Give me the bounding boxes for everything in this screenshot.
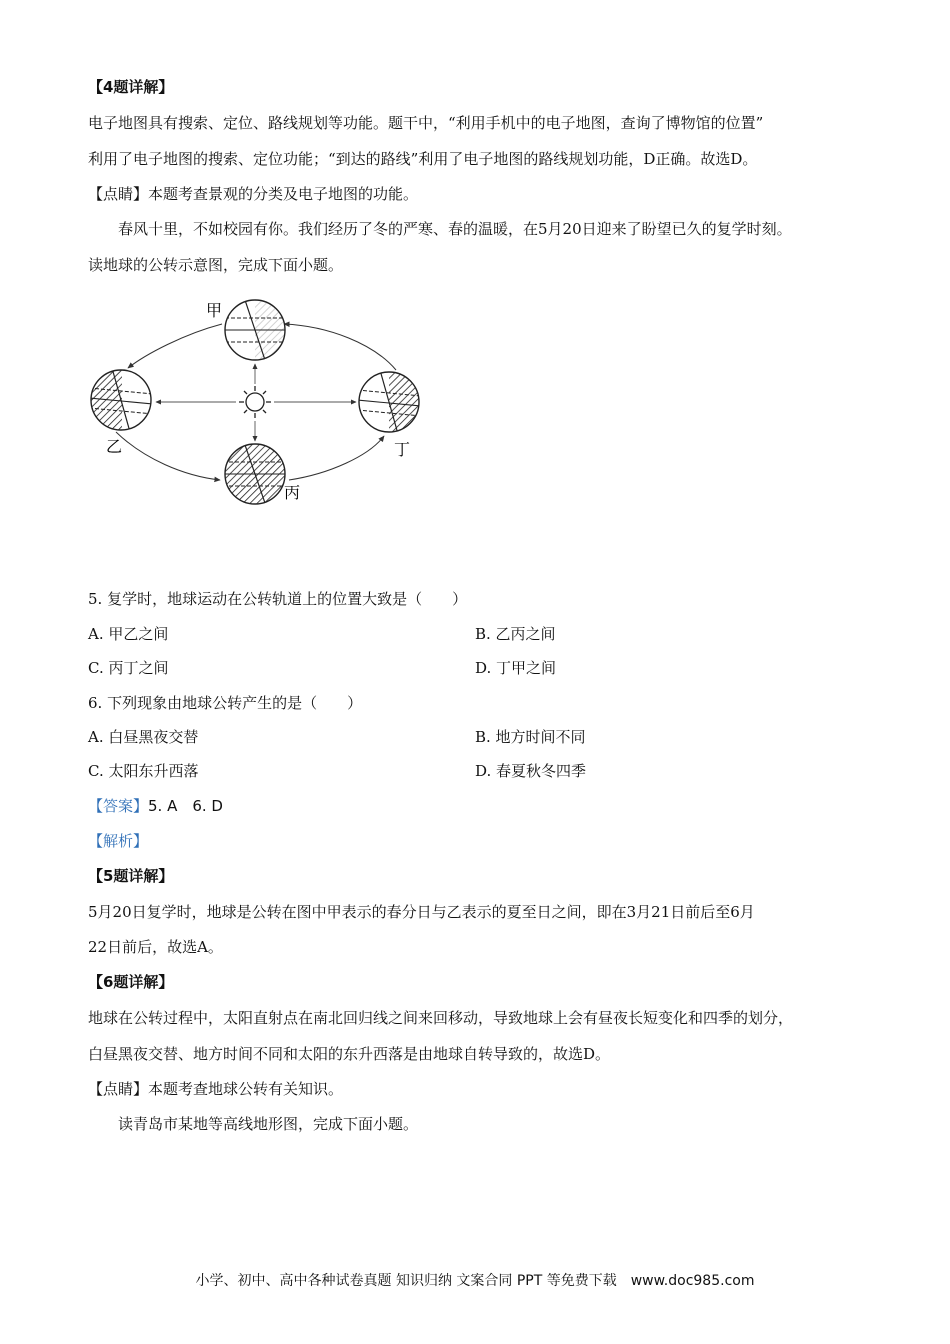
earth-yi [89,368,154,432]
next-intro: 读青岛市某地等高线地形图，完成下面小题。 [118,1115,419,1133]
s5-line1: 5月20日复学时，地球是公转在图中甲表示的春分日与乙表示的夏至日之间，即在3月21日前后至6月 [88,903,755,921]
answer-line [88,796,223,816]
sun-icon [239,386,271,418]
q6-option-d[interactable]: D. 春夏秋冬四季 [475,762,587,780]
s6-tip: 【点睛】本题考查地球公转有关知识。 [88,1080,344,1098]
s4-header: 【4题详解】 [88,78,174,96]
earth-jia [219,294,295,374]
s4-line1: 电子地图具有搜索、定位、路线规划等功能。题干中，“利用手机中的电子地图，查询了博物馆的位置” [88,114,764,132]
s5-line2: 22日前后，故选A。 [88,938,223,956]
orbit-arrow-ding-jia [284,324,396,370]
s5-header: 【5题详解】 [88,867,174,885]
orbit-arrow-yi-bing [116,432,220,480]
answer-label: 【答案】 [88,797,149,815]
q6-option-a[interactable]: A. 白昼黑夜交替 [88,728,199,746]
s4-line2: 利用了电子地图的搜索、定位功能；“到达的路线”利用了电子地图的路线规划功能，D正确。故选D。 [88,150,758,168]
q5-option-c[interactable]: C. 丙丁之间 [88,659,169,677]
q6-stem: 6. 下列现象由地球公转产生的是（ ） [88,694,363,712]
s4-tip: 【点睛】本题考查景观的分类及电子地图的功能。 [88,185,419,203]
q5-option-d[interactable]: D. 丁甲之间 [475,659,557,677]
q6-option-c[interactable]: C. 太阳东升西落 [88,762,199,780]
q6-option-b[interactable]: B. 地方时间不同 [475,728,586,746]
q5-option-a[interactable]: A. 甲乙之间 [88,625,169,643]
earth-revolution-diagram [84,294,428,512]
label-jia: 甲 [206,301,223,320]
answer-value: 5. A 6. D [148,797,223,815]
orbit-arrow-jia-yi [128,324,222,368]
intro-line2: 读地球的公转示意图，完成下面小题。 [88,256,344,274]
s6-line2: 白昼黑夜交替、地方时间不同和太阳的东升西落是由地球自转导致的，故选D。 [88,1045,611,1063]
earth-ding [357,370,421,434]
label-ding: 丁 [394,440,411,459]
earth-bing [223,442,287,506]
footer-text: 小学、初中、高中各种试卷真题 知识归纳 文案合同 PPT 等免费下载 www.doc985.com [195,1273,755,1289]
intro-line1: 春风十里，不如校园有你。我们经历了冬的严寒、春的温暖，在5月20日迎来了盼望已久的复学时刻。 [118,220,792,238]
label-yi: 乙 [106,437,123,456]
analysis-label: 【解析】 [88,832,149,850]
label-bing: 丙 [284,483,301,502]
s6-header: 【6题详解】 [88,973,174,991]
q5-stem: 5. 复学时，地球运动在公转轨道上的位置大致是（ ） [88,590,468,608]
orbit-arrow-bing-ding [289,436,384,480]
s6-line1: 地球在公转过程中，太阳直射点在南北回归线之间来回移动，导致地球上会有昼夜长短变化和四季的划分， [88,1009,794,1027]
q5-option-b[interactable]: B. 乙丙之间 [475,625,556,643]
